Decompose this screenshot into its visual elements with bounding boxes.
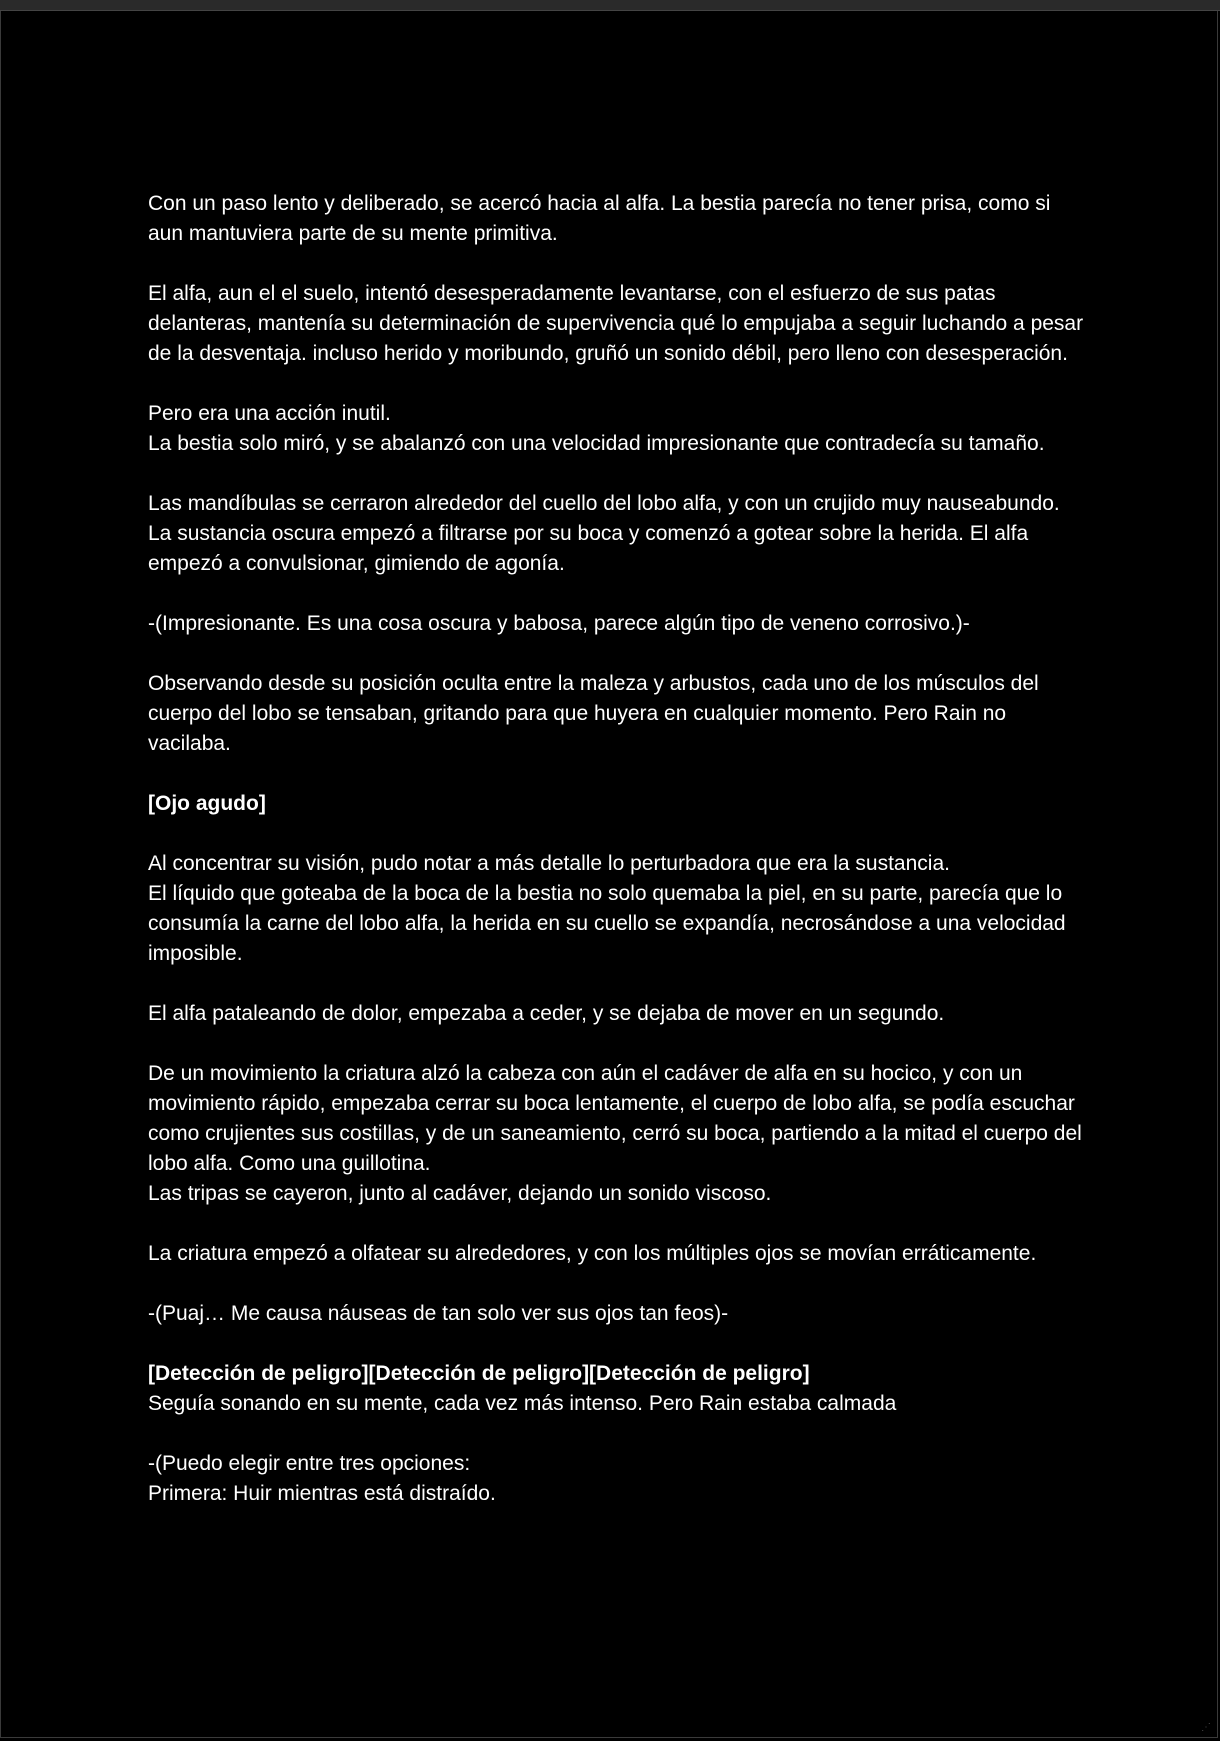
- paragraph: [148, 489, 1088, 579]
- text-line: Observando desde su posición oculta entre la maleza y arbustos, cada uno de los músculos del cuerpo del lobo se tensaban, gritando para que huyera en cualquier momento. Pero Rain no vacilaba.: [148, 672, 1039, 755]
- text-line: -(Puedo elegir entre tres opciones:: [148, 1452, 471, 1475]
- text-line: Las mandíbulas se cerraron alrededor del cuello del lobo alfa, y con un crujido muy nauseabundo. La sustancia oscura empezó a filtrarse por su boca y comenzó a gotear sobre la herida. El alfa empezó a convulsionar, gimiendo de agonía.: [148, 492, 1060, 575]
- paragraph: [148, 189, 1088, 249]
- text-line: Seguía sonando en su mente, cada vez más intenso. Pero Rain estaba calmada: [148, 1392, 897, 1415]
- text-line: El alfa, aun el el suelo, intentó desesperadamente levantarse, con el esfuerzo de sus patas delanteras, mantenía su determinación de supervivencia qué lo empujaba a seguir luchando a pesar de la desventaja. incluso herido y moribundo, gruñó un sonido débil, pero lleno con desesperación.: [148, 282, 1084, 365]
- text-line: Al concentrar su visión, pudo notar a más detalle lo perturbadora que era la sustancia.: [148, 852, 950, 875]
- text-line: Las tripas se cayeron, junto al cadáver, dejando un sonido viscoso.: [148, 1182, 772, 1205]
- text-line: -(Puaj… Me causa náuseas de tan solo ver sus ojos tan feos)-: [148, 1302, 729, 1325]
- text-line: El líquido que goteaba de la boca de la bestia no solo quemaba la piel, en su parte, parecía que lo consumía la carne del lobo alfa, la herida en su cuello se expandía, necrosándose a una velocidad imposible.: [148, 882, 1066, 965]
- text-line: El alfa pataleando de dolor, empezaba a ceder, y se dejaba de mover en un segundo.: [148, 1002, 945, 1025]
- paragraph: [148, 1359, 1088, 1419]
- text-line: -(Impresionante. Es una cosa oscura y babosa, parece algún tipo de veneno corrosivo.)-: [148, 612, 970, 635]
- paragraph: [148, 1299, 1088, 1329]
- page-corner-mark: ⋰: [1201, 1722, 1211, 1733]
- text-line: Con un paso lento y deliberado, se acercó hacia al alfa. La bestia parecía no tener prisa, como si aun mantuviera parte de su mente primitiva.: [148, 192, 1051, 245]
- paragraph: [148, 1449, 1088, 1509]
- paragraph: [148, 669, 1088, 759]
- text-line: De un movimiento la criatura alzó la cabeza con aún el cadáver de alfa en su hocico, y con un movimiento rápido, empezaba cerrar su boca lentamente, el cuerpo de lobo alfa, se podía escuchar como crujientes sus costillas, y de un saneamiento, cerró su boca, partiendo a la mitad el cuerpo del lobo alfa. Como una guillotina.: [148, 1062, 1082, 1175]
- paragraph: [148, 279, 1088, 369]
- paragraph: [148, 999, 1088, 1029]
- skill-heading-deteccion-de-peligro: [Detección de peligro][Detección de peligro][Detección de peligro]: [148, 1362, 810, 1385]
- paragraph: [148, 789, 1088, 819]
- paragraph: [148, 849, 1088, 969]
- text-line: Pero era una acción inutil.: [148, 402, 391, 425]
- window-top-bar: [0, 0, 1220, 11]
- paragraph: [148, 1239, 1088, 1269]
- paragraph: [148, 1059, 1088, 1209]
- skill-heading-ojo-agudo: [Ojo agudo]: [148, 792, 266, 815]
- text-line: La criatura empezó a olfatear su alrededores, y con los múltiples ojos se movían erráticamente.: [148, 1242, 1037, 1265]
- paragraph: [148, 609, 1088, 639]
- paragraph: [148, 399, 1088, 459]
- document-page: [0, 11, 1218, 1738]
- text-line: Primera: Huir mientras está distraído.: [148, 1482, 496, 1505]
- document-text-body: [148, 189, 1088, 1539]
- text-line: La bestia solo miró, y se abalanzó con una velocidad impresionante que contradecía su tamaño.: [148, 432, 1045, 455]
